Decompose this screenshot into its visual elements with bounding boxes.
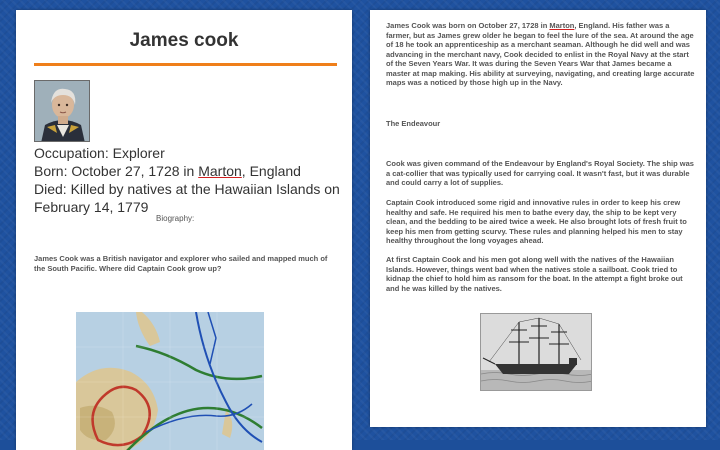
section-heading-endeavour: The Endeavour	[386, 119, 441, 128]
paragraph-rules: Captain Cook introduced some rigid and innovative rules in order to keep his crew healthy and safe. He required his men to bathe every day, the ship to be kept very clean, and the bedding to be aired twice a week. He also brought lots of fresh fruit to keep his men from getting scurvy. These rules and planning helped his men to stay healthy throughout the long voyages ahead.	[386, 198, 687, 245]
intro-paragraph: James Cook was a British navigator and explorer who sailed and mapped much of the South Pacific. Where did Captain Cook grow up?	[34, 254, 328, 273]
born-prefix: Born: October 27, 1728 in	[34, 163, 199, 179]
document-page-right	[370, 10, 706, 427]
p1-place: Marton	[549, 21, 575, 30]
occupation-line: Occupation: Explorer	[34, 145, 165, 161]
born-suffix: , England	[241, 163, 301, 179]
p1-suffix: , England. His father was a farmer, but as James grew older he began to feel the lure of the sea. At around the age of 18 he took an apprenticeship as a merchant seaman. Although he did well and was advancing in the merchant navy, Cook decided to enlist in the Royal Navy at the start of the Seven Years War. It was during the Seven Years War that James became a master at map making. His ability at surveying, navigating, and creating large accurate maps was a noticed by those high up in the Navy.	[386, 21, 695, 87]
title-rule	[34, 63, 337, 66]
born-place: Marton	[198, 163, 242, 179]
paragraph-endeavour: Cook was given command of the Endeavour by England's Royal Society. The ship was a cat-collier that was typically used for carrying coal. It wasn't fast, but it was durable and could carry a lot of supplies.	[386, 159, 694, 187]
died-line: Died: Killed by natives at the Hawaiian Islands on February 14, 1779	[34, 181, 340, 215]
paragraph-death: At first Captain Cook and his men got along well with the natives of the Hawaiian Islands. However, things went bad when the natives stole a sailboat. Cook tried to kidnap the chief to hold him as ransom for the boat. In the attempt a fight broke out and he was killed by the natives.	[386, 255, 683, 293]
biography-label: Biography:	[156, 214, 195, 223]
voyage-map-image	[76, 312, 264, 450]
endeavour-ship-image	[480, 313, 592, 391]
born-line	[34, 162, 344, 180]
p1-prefix: James Cook was born on October 27, 1728 in	[386, 21, 550, 30]
portrait-image	[34, 80, 90, 142]
document-page-left	[16, 10, 352, 450]
paragraph-early-life	[386, 21, 696, 88]
document-title: James cook	[129, 30, 239, 51]
